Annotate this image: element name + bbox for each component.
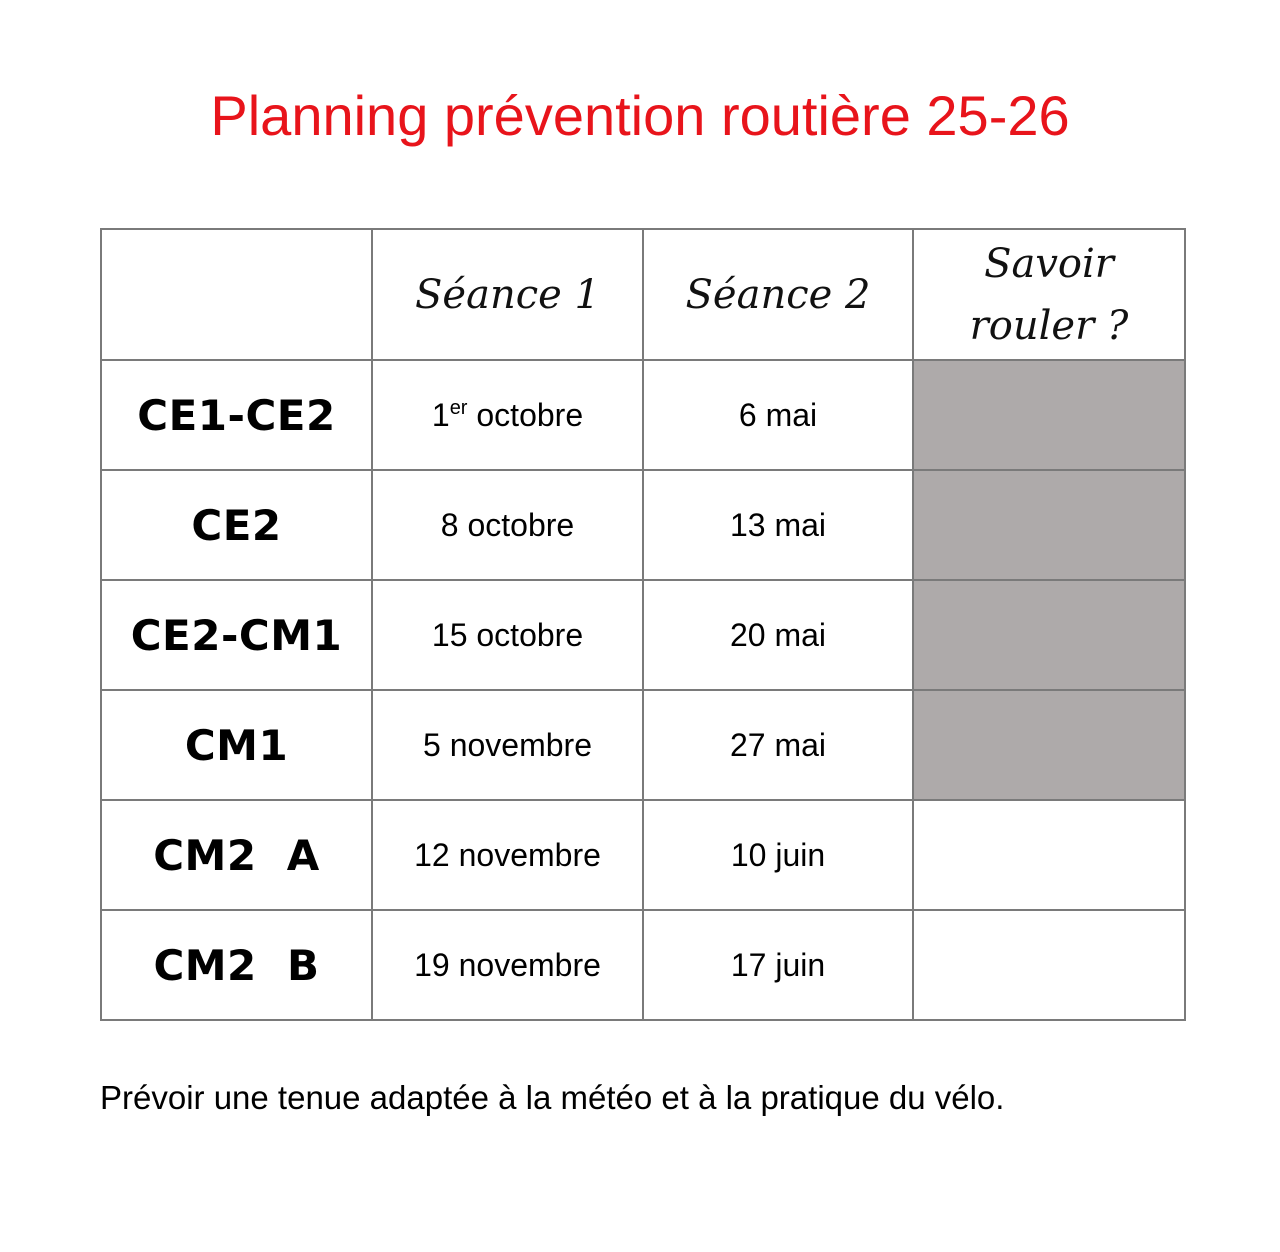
savoir-rouler-cell <box>913 470 1185 580</box>
seance-1-cell: 1er octobre <box>372 360 643 470</box>
header-savoir-line1: Savoir <box>984 240 1114 287</box>
note-text: Prévoir une tenue adaptée à la météo et à la pratique du vélo. <box>100 1079 1005 1116</box>
savoir-rouler-cell <box>913 800 1185 910</box>
class-cell: CE2 <box>101 470 372 580</box>
savoir-rouler-cell <box>913 580 1185 690</box>
header-empty-cell <box>101 229 372 360</box>
class-cell: CM2 A <box>101 800 372 910</box>
table-row <box>101 800 1185 910</box>
seance-2-cell: 27 mai <box>643 690 913 800</box>
page-title: Planning prévention routière 25-26 <box>210 84 1070 147</box>
seance-2-cell: 17 juin <box>643 910 913 1020</box>
table-row <box>101 470 1185 580</box>
savoir-rouler-cell <box>913 690 1185 800</box>
seance-2-cell: 10 juin <box>643 800 913 910</box>
class-cell: CM1 <box>101 690 372 800</box>
table-row <box>101 580 1185 690</box>
seance-1-cell: 19 novembre <box>372 910 643 1020</box>
seance-2-cell: 6 mai <box>643 360 913 470</box>
table-row <box>101 360 1185 470</box>
planning-table <box>100 228 1186 1021</box>
seance-1-cell: 12 novembre <box>372 800 643 910</box>
seance-1-cell: 8 octobre <box>372 470 643 580</box>
table-row <box>101 690 1185 800</box>
seance-1-cell: 15 octobre <box>372 580 643 690</box>
table-header-row <box>101 229 1185 360</box>
seance-2-cell: 13 mai <box>643 470 913 580</box>
class-cell: CM2 B <box>101 910 372 1020</box>
seance-2-cell: 20 mai <box>643 580 913 690</box>
header-seance-2: Séance 2 <box>643 229 913 360</box>
header-savoir-line2: rouler ? <box>969 302 1129 349</box>
seance-1-cell: 5 novembre <box>372 690 643 800</box>
header-savoir-rouler <box>913 229 1185 360</box>
class-cell: CE1-CE2 <box>101 360 372 470</box>
table-row <box>101 910 1185 1020</box>
header-seance-1: Séance 1 <box>372 229 643 360</box>
class-cell: CE2-CM1 <box>101 580 372 690</box>
savoir-rouler-cell <box>913 360 1185 470</box>
savoir-rouler-cell <box>913 910 1185 1020</box>
